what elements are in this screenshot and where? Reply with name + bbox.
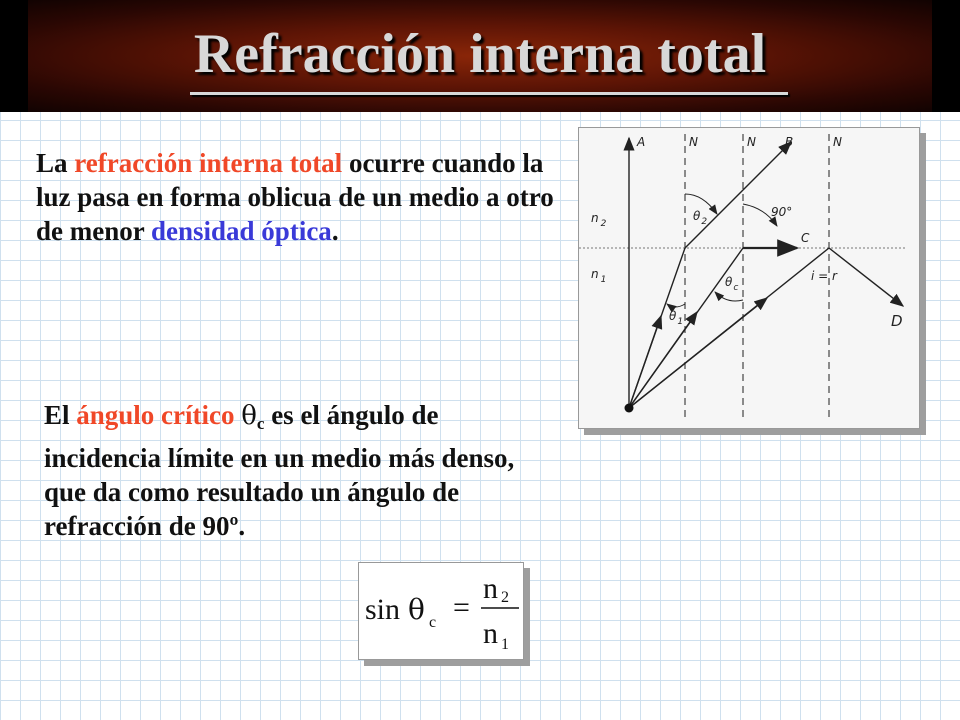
label-n1-sub: 1 xyxy=(600,275,607,285)
label-n1-letter: n xyxy=(591,267,599,281)
p2-theta-sub: c xyxy=(256,414,265,433)
label-thetac-letter: θ xyxy=(725,275,733,289)
label-theta1-sub: 1 xyxy=(677,317,684,327)
p1-text-1: La xyxy=(36,148,75,178)
label-c: C xyxy=(801,231,810,245)
label-90: 90° xyxy=(771,205,793,219)
formula-svg xyxy=(359,563,523,659)
critical-angle-paragraph xyxy=(44,398,524,543)
definition-paragraph xyxy=(36,146,556,248)
label-i-equals-r: i = r xyxy=(811,269,837,283)
theta1-arc xyxy=(667,304,685,307)
p1-highlight-term: refracción interna total xyxy=(74,148,343,178)
label-b: B xyxy=(785,135,794,149)
formula-theta: θ xyxy=(408,593,425,626)
label-thetac xyxy=(725,275,738,293)
title-bar xyxy=(0,0,960,112)
formula-numerator: n xyxy=(483,572,498,605)
label-theta2-letter: θ xyxy=(693,209,701,223)
light-source-dot xyxy=(625,404,634,413)
title-underline xyxy=(190,92,788,95)
incident-arrow-2 xyxy=(629,312,697,408)
label-thetac-sub: c xyxy=(733,283,739,293)
formula-denominator-sub: 1 xyxy=(501,636,509,653)
formula-denominator: n xyxy=(483,617,498,650)
p2-theta: θ xyxy=(241,401,257,431)
p1-text-2: ocurre cuando la luz pasa en forma oblicua de un medio a otro de menor xyxy=(36,148,554,246)
label-theta2-sub: 2 xyxy=(701,217,708,227)
formula-sin: sin xyxy=(365,593,401,626)
label-n-2: N xyxy=(747,135,756,149)
label-a: A xyxy=(637,135,646,149)
page-title xyxy=(0,22,960,86)
ray-d xyxy=(829,248,903,306)
label-n2-letter: n xyxy=(591,211,599,225)
label-theta2 xyxy=(693,209,707,227)
p2-text-2: es el ángulo de incidencia límite en un medio más denso, que da como resultado un ángulo de refracción de 90º. xyxy=(44,400,515,541)
label-n1 xyxy=(591,267,606,285)
label-theta1-letter: θ xyxy=(669,309,677,323)
formula-theta-sub: c xyxy=(429,614,437,631)
label-d: D xyxy=(891,312,903,330)
p1-text-3: . xyxy=(331,216,339,246)
label-n-1: N xyxy=(689,135,698,149)
label-n-3: N xyxy=(833,135,842,149)
label-n2-sub: 2 xyxy=(600,219,607,229)
formula-equals: = xyxy=(453,591,470,624)
label-n2 xyxy=(591,211,607,229)
refraction-diagram xyxy=(578,127,920,429)
incident-arrow-3 xyxy=(629,298,767,408)
p2-text-1: El xyxy=(44,400,77,430)
incident-arrow-1 xyxy=(629,316,661,408)
thetac-arc xyxy=(715,292,743,301)
ray-b xyxy=(685,142,791,248)
page-title-text: Refracción interna total xyxy=(193,23,767,85)
formula-numerator-sub: 2 xyxy=(501,589,509,606)
p1-highlight-density: densidad óptica xyxy=(151,216,332,246)
p2-highlight-term: ángulo crítico xyxy=(76,400,235,430)
refraction-diagram-svg xyxy=(579,128,919,428)
label-theta1 xyxy=(669,309,683,327)
critical-angle-formula xyxy=(358,562,524,660)
theta2-arc xyxy=(685,194,717,214)
